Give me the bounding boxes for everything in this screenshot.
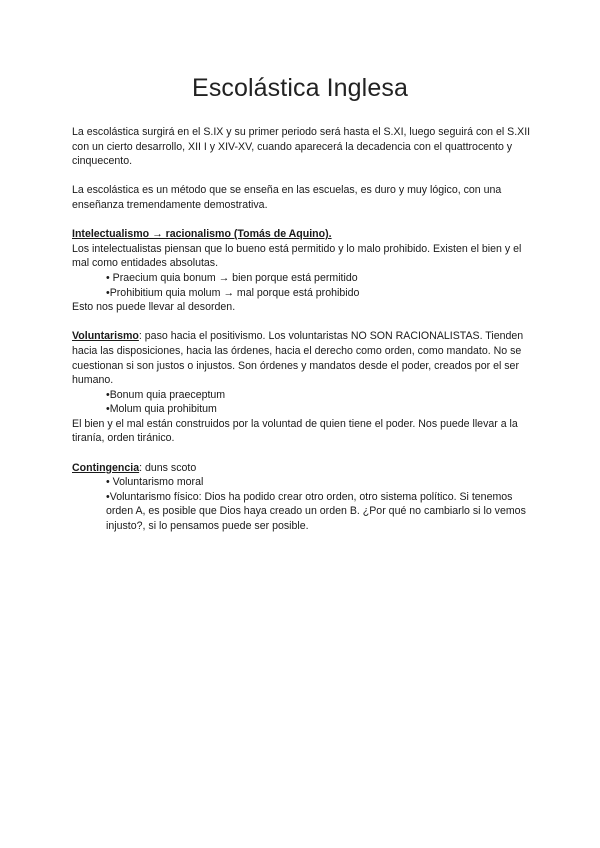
page-title: Escolástica Inglesa — [192, 74, 408, 102]
section-text-contingencia: : duns scoto — [139, 461, 197, 474]
list-item: • Praecium quia bonum → bien porque está permitido — [106, 271, 358, 284]
intro-paragraph-1: La escolástica surgirá en el S.IX y su primer periodo será hasta el S.XI, luego seguirá con el S.XII con un cierto desarrollo, XII I y XIV-XV, cuando aparecerá la decadencia con el quattrocento y cinquecento. — [72, 126, 531, 168]
list-item: • Voluntarismo moral — [106, 476, 204, 489]
list-item: •Prohibitium quia molum → mal porque está prohibido — [106, 286, 360, 299]
list-intelectualismo — [72, 271, 532, 300]
section-heading-intelectualismo: Intelectualismo → racionalismo (Tomás de Aquino). — [72, 228, 332, 241]
list-contingencia — [72, 475, 532, 533]
section-closing-intelectualismo: Esto nos puede llevar al desorden. — [72, 301, 236, 314]
section-paragraph-voluntarismo — [72, 329, 532, 387]
section-paragraph-contingencia — [72, 461, 532, 476]
section-heading-contingencia: Contingencia — [72, 461, 140, 474]
spacer — [72, 169, 532, 184]
spacer — [72, 446, 532, 461]
section-text-intelectualismo: Los intelectualistas piensan que lo bueno está permitido y lo malo prohibido. Existen el bien y el mal como entidades absolutas. — [72, 242, 522, 270]
spacer — [72, 315, 532, 330]
section-heading-voluntarismo: Voluntarismo — [72, 330, 139, 343]
list-item: •Voluntarismo físico: Dios ha podido crear otro orden, otro sistema político. Si tenemos orden A, es posible que Dios haya creado un orden B. ¿Por qué no cambiarlo si lo vemos injusto?, si lo pensamos puede ser posible. — [106, 490, 526, 533]
list-item: •Bonum quia praeceptum — [106, 388, 226, 401]
document-body — [72, 125, 532, 534]
list-item: •Molum quia prohibitum — [106, 403, 217, 416]
intro-paragraph-2: La escolástica es un método que se enseña en las escuelas, es duro y muy lógico, con una enseñanza tremendamente demostrativa. — [72, 184, 502, 211]
section-closing-voluntarismo: El bien y el mal están construidos por la voluntad de quien tiene el poder. Nos puede llevar a la tiranía, orden tiránico. — [72, 417, 518, 445]
section-text-voluntarismo: : paso hacia el positivismo. Los voluntaristas NO SON RACIONALISTAS. Tienden hacia las disposiciones, hacia las órdenes, hacia el derecho como orden, como mandato. No se cuestionan si son justos o injustos. Son órdenes y mandatos desde el poder, creados por el ser humano. — [72, 330, 524, 387]
spacer — [72, 213, 532, 228]
list-voluntarismo — [72, 388, 532, 417]
